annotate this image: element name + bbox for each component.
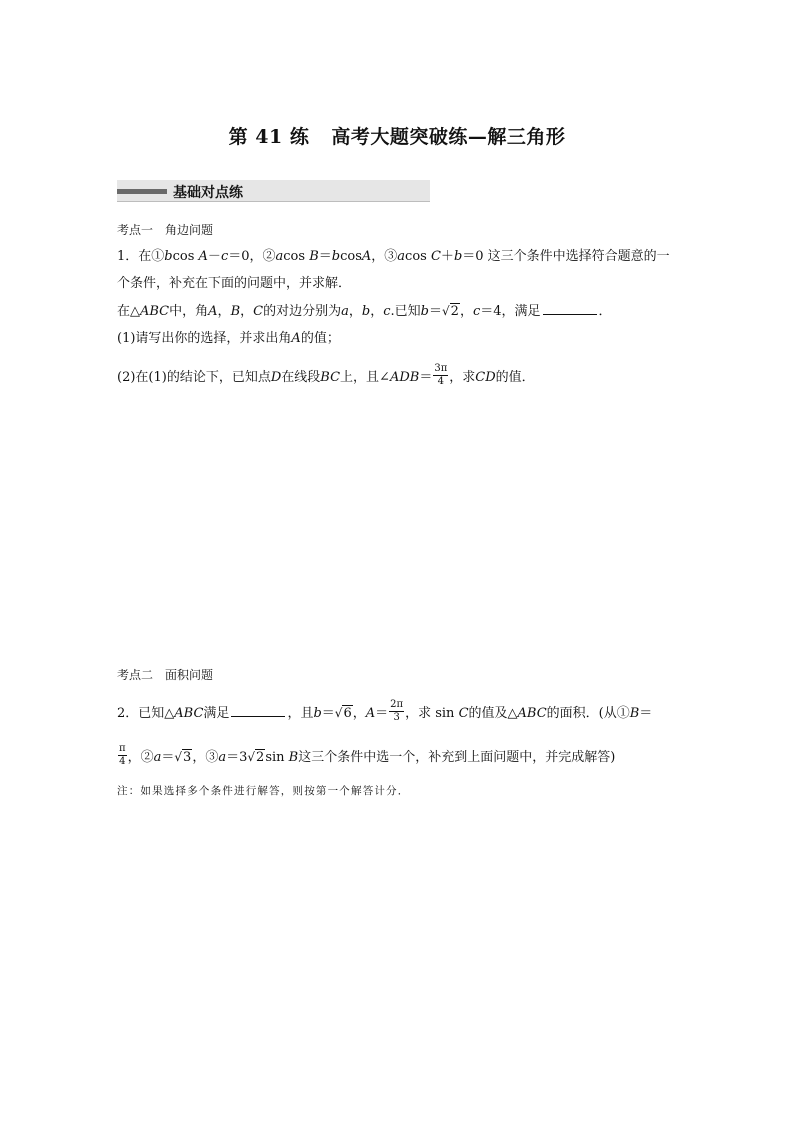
- q1-line-1: 1．在①bcos A－c＝0，②acos B＝bcosA，③acos C＋b＝0 这三个条件中选择符合题意的一: [117, 249, 670, 264]
- answer-blank[interactable]: [543, 313, 597, 315]
- q1-part-2: (2)在(1)的结论下，已知点D在线段BC上，且∠ADB＝ $\frac{3\pi}{4}$ ，求CD的值．: [117, 363, 535, 387]
- answer-blank[interactable]: [231, 715, 285, 717]
- section-label: 基础对点练: [173, 185, 243, 201]
- knowledge-point-1: 考点一 角边问题: [117, 223, 214, 237]
- lesson-number: 第 41 练: [228, 126, 310, 148]
- section-marker: [117, 189, 167, 194]
- q1-part-1: (1)请写出你的选择，并求出角A的值；: [117, 331, 340, 346]
- answer-note: 注：如果选择多个条件进行解答，则按第一个解答计分．: [117, 785, 410, 797]
- sqrt-symbol: √2: [247, 750, 265, 765]
- lesson-topic: 高考大题突破练—解三角形: [331, 126, 566, 148]
- sqrt-symbol: √2: [442, 304, 459, 319]
- q2-line-1: 2．已知△ABC满足 ，且b＝√6，A＝ $\frac{2\pi}{3}$ ，求 sin C的值及△ABC的面积．(从①B＝: [117, 699, 653, 723]
- knowledge-point-2: 考点二 面积问题: [117, 668, 214, 682]
- q1-line-2: 个条件，补充在下面的问题中，并求解．: [117, 276, 352, 291]
- section-header: [117, 180, 430, 202]
- fraction: $\frac{2\pi}{3}$: [390, 699, 404, 723]
- sqrt-symbol: √6: [334, 706, 352, 721]
- fraction: $\frac{\pi}{4}$: [119, 743, 126, 767]
- fraction: $\frac{3\pi}{4}$: [434, 363, 448, 387]
- q1-line-3: 在△ABC中，角A，B，C的对边分别为a，b，c.已知b＝√2，c＝4，满足 ．: [117, 304, 612, 319]
- sqrt-symbol: √3: [174, 750, 192, 765]
- page-title: [0, 122, 794, 149]
- q2-line-2: $\frac{\pi}{4}$ ，②a＝√3，③a＝3√2sin B这三个条件中选一个，补充到上面问题中，并完成解答): [119, 743, 616, 767]
